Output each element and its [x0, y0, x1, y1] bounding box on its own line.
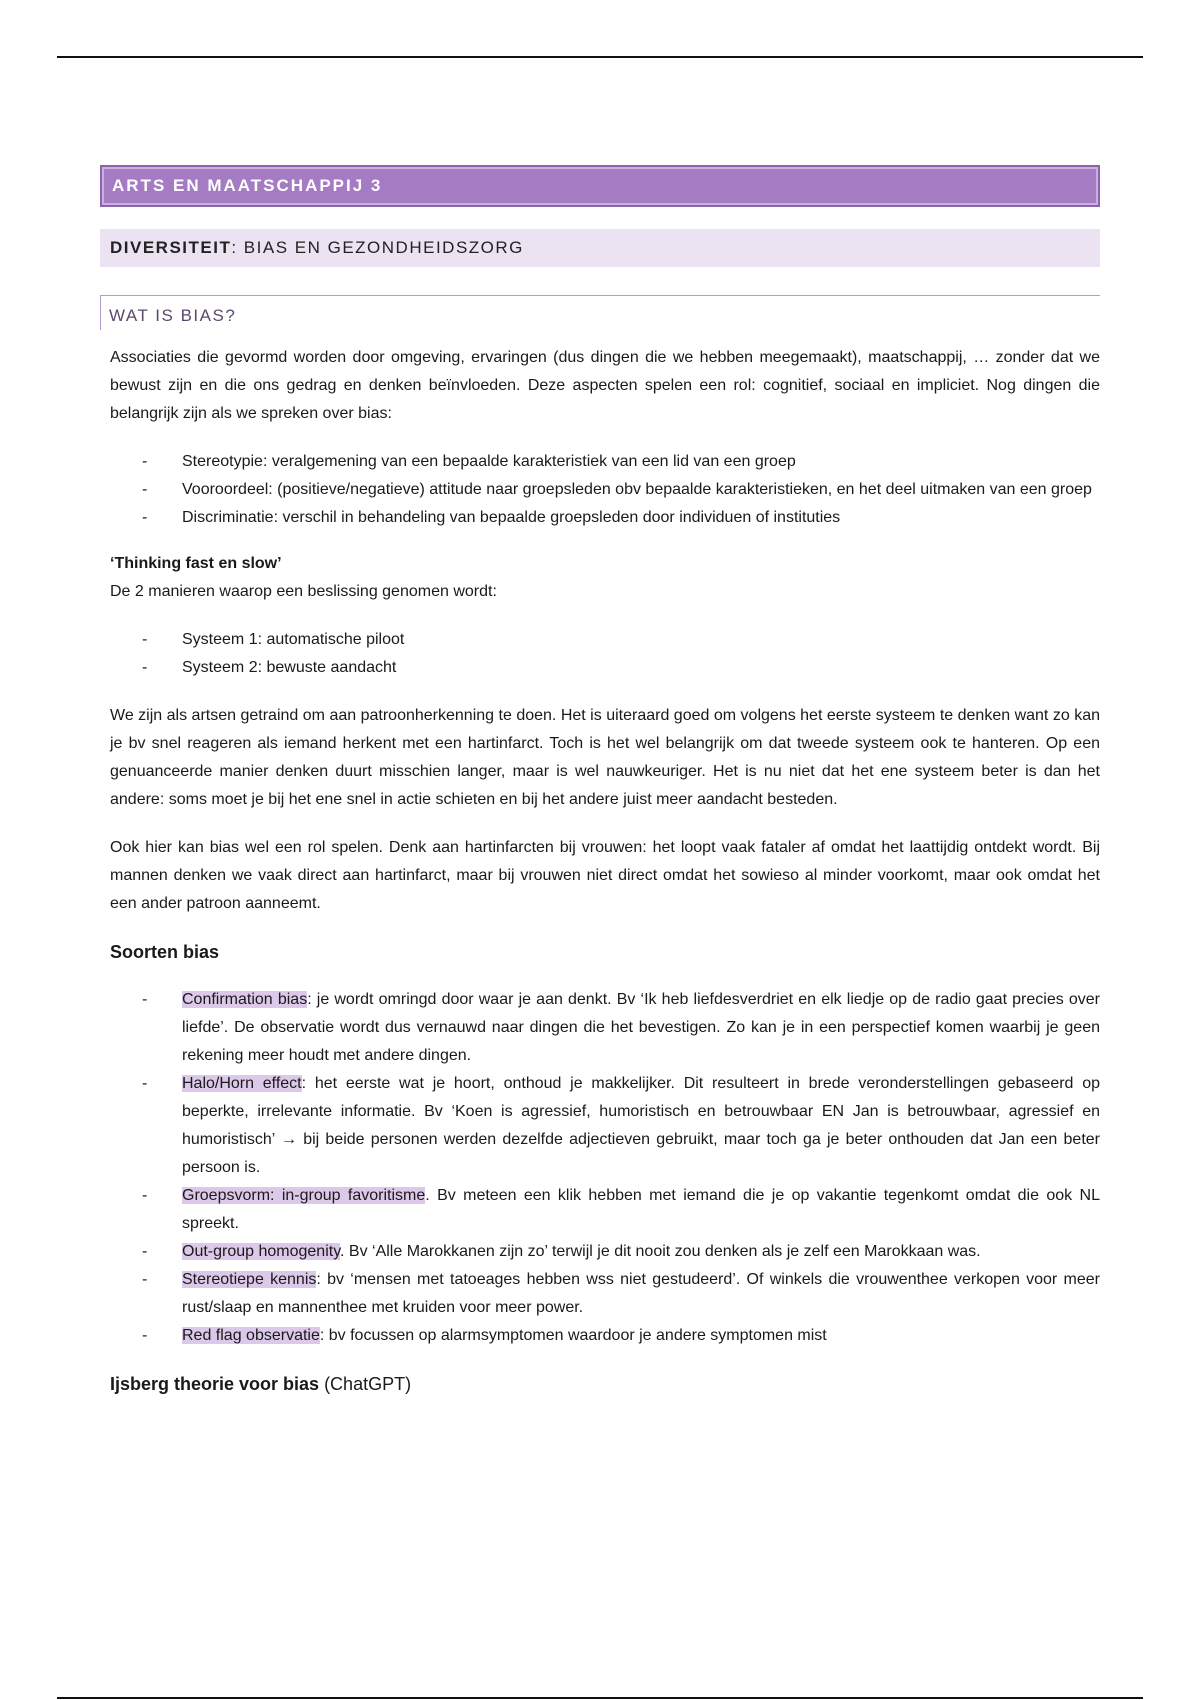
bias-description: : het eerste wat je hoort, onthoud je makkelijker. Dit resulteert in brede veronderstellingen gebaseerd op beperkte, irrelevante informatie. Bv ‘Koen is agressief, humoristisch en betrouwbaar EN Jan is betrouwbaar, agressief en humoristisch’ → bij beide personen werden dezelfde adjectieven gebruikt, maar toch ga je beter onthouden dat Jan een beter persoon is.	[182, 1075, 1100, 1176]
ijsberg-title-bold: Ijsberg theorie voor bias	[110, 1374, 320, 1394]
bias-term: Red flag observatie	[182, 1327, 320, 1344]
thinking-paragraph-1: We zijn als artsen getraind om aan patroonherkenning te doen. Het is uiteraard goed om volgens het eerste systeem te denken want zo kan je bv snel reageren als iemand herkent met een hartinfarct. Toch is het wel belangrijk om dat tweede systeem ook te hanteren. Op een genuanceerde manier denken duurt misschien langer, maar is wel nauwkeuriger. Het is nu niet dat het ene systeem beter is dan het andere: soms moet je bij het ene snel in actie schieten en bij het andere juist meer aandacht besteden.	[110, 707, 1100, 808]
thinking-lead: De 2 manieren waarop een beslissing genomen wordt:	[110, 583, 497, 600]
bias-term: Out-group homogenity	[182, 1243, 341, 1260]
list-item: - Systeem 1: automatische piloot	[100, 626, 1100, 654]
topic-heading-bold: DIVERSITEIT	[110, 238, 232, 257]
bottom-rule	[57, 1697, 1143, 1699]
list-item: - Stereotypie: veralgemening van een bepaalde karakteristiek van een lid van een groep	[100, 448, 1100, 476]
soorten-title: Soorten bias	[110, 942, 220, 962]
bias-term: Confirmation bias	[182, 991, 308, 1008]
document-body	[100, 165, 1100, 1398]
bias-term: Groepsvorm: in-group favoritisme	[182, 1187, 426, 1204]
list-item: - Vooroordeel: (positieve/negatieve) attitude naar groepsleden obv bepaalde karakteristieken, en het deel uitmaken van een groep	[100, 476, 1100, 504]
list-item	[100, 1070, 1100, 1182]
list-item	[100, 1238, 1100, 1266]
systems-list	[100, 626, 1100, 682]
list-item	[100, 986, 1100, 1070]
bias-term: Stereotiepe kennis	[182, 1271, 317, 1288]
list-item	[100, 1266, 1100, 1322]
bias-description: . Bv meteen een klik hebben met iemand die je op vakantie tegenkomt omdat die ook NL spreekt.	[182, 1187, 1100, 1232]
bias-types-list	[100, 986, 1100, 1350]
bias-description: : je wordt omringd door waar je aan denkt. Bv ‘Ik heb liefdesverdriet en elk liedje op de radio gaat precies over liefde’. De observatie wordt dus vernauwd naar dingen die het bevestigen. Zo kan je in een perspectief komen waarbij je geen rekening meer houdt met andere dingen.	[182, 991, 1101, 1064]
topic-heading-rest: : BIAS EN GEZONDHEIDSZORG	[231, 238, 524, 257]
ijsberg-note: (ChatGPT)	[319, 1374, 412, 1394]
thinking-title: ‘Thinking fast en slow’	[110, 555, 282, 572]
top-rule	[57, 56, 1143, 58]
bias-description: : bv ‘mensen met tatoeages hebben wss niet gestudeerd’. Of winkels die vrouwenthee verkopen voor meer rust/slaap en mannenthee met kruiden voor meer power.	[182, 1271, 1100, 1316]
list-item: - Discriminatie: verschil in behandeling van bepaalde groepsleden door individuen of instituties	[100, 504, 1100, 532]
topic-heading	[100, 229, 1100, 267]
section-heading: WAT IS BIAS?	[100, 295, 1100, 330]
ijsberg-title	[100, 1370, 1100, 1398]
list-item: - Systeem 2: bewuste aandacht	[100, 654, 1100, 682]
bias-term: Halo/Horn effect	[182, 1075, 302, 1092]
bias-description: : bv focussen op alarmsymptomen waardoor je andere symptomen mist	[319, 1327, 827, 1344]
intro-paragraph: Associaties die gevormd worden door omgeving, ervaringen (dus dingen die we hebben meegemaakt), maatschappij, … zonder dat we bewust zijn en die ons gedrag en denken beïnvloeden. Deze aspecten spelen een rol: cognitief, sociaal en impliciet. Nog dingen die belangrijk zijn als we spreken over bias:	[110, 349, 1100, 422]
course-heading: ARTS EN MAATSCHAPPIJ 3	[100, 165, 1100, 207]
bias-description: . Bv ‘Alle Marokkanen zijn zo’ terwijl je dit nooit zou denken als je zelf een Marokkaan was.	[340, 1243, 981, 1260]
intro-list	[100, 448, 1100, 532]
list-item	[100, 1322, 1100, 1350]
list-item	[100, 1182, 1100, 1238]
thinking-paragraph-2: Ook hier kan bias wel een rol spelen. Denk aan hartinfarcten bij vrouwen: het loopt vaak fataler af omdat het laattijdig ontdekt wordt. Bij mannen denken we vaak direct aan hartinfarct, maar bij vrouwen niet direct omdat het sowieso al minder voorkomt, maar ook omdat het een ander patroon aanneemt.	[110, 839, 1100, 912]
